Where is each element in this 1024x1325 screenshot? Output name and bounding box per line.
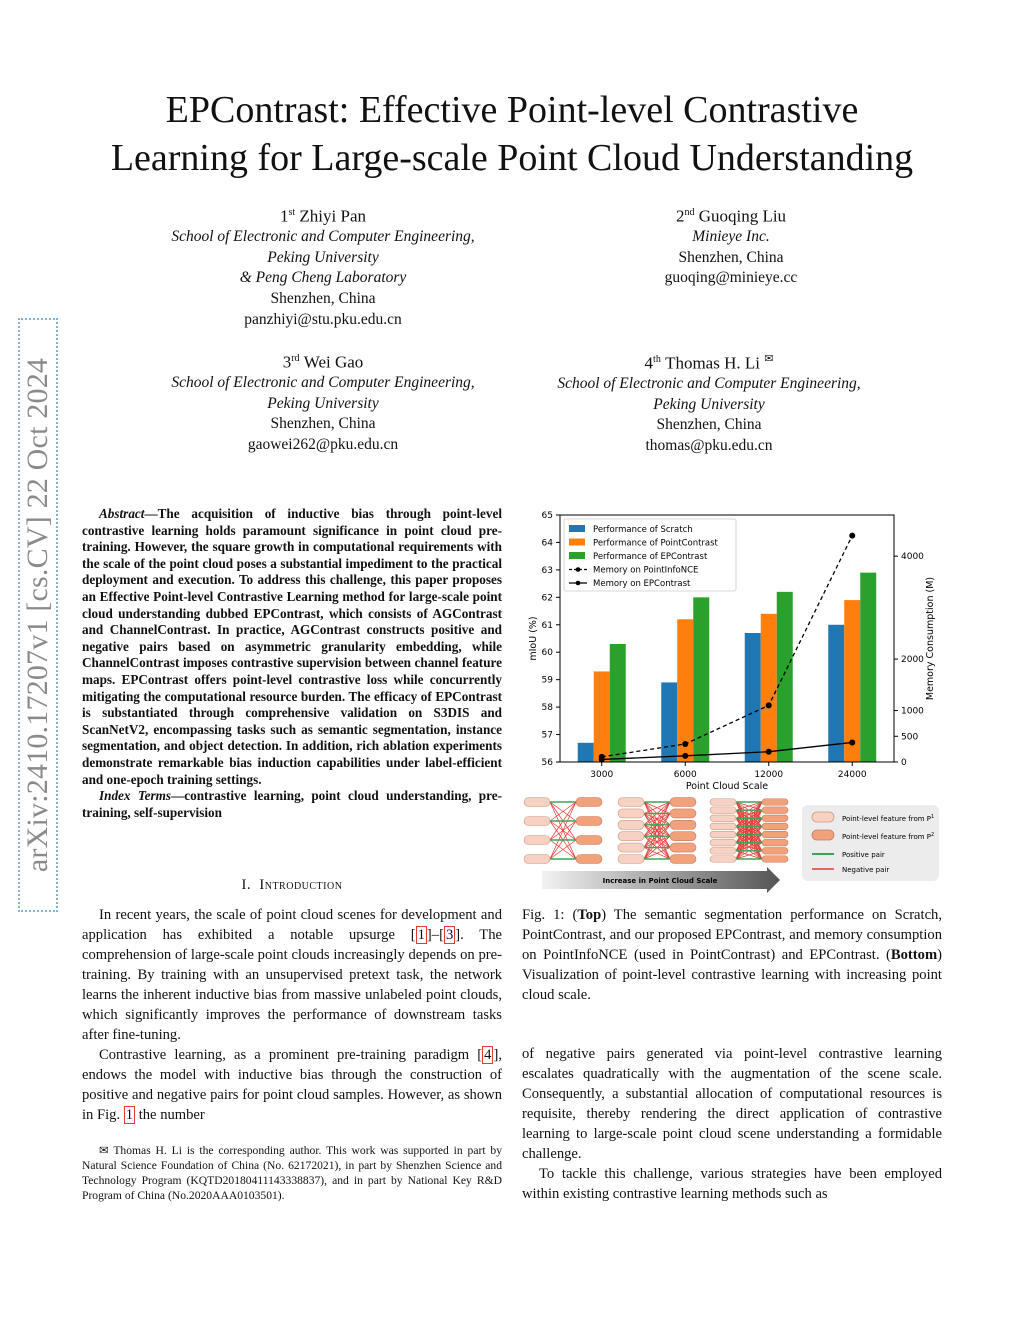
ytick-label: 58 [541,703,553,714]
abstract-label: Abstract [99,506,145,521]
contrastive-diagram [524,798,788,864]
author-4-ordinal: 4 [644,353,654,373]
author-block-2 [520,203,942,289]
author-2-city: Shenzhen, China [678,248,784,266]
figure-1-diagram [522,797,942,893]
xtick-label: 24000 [837,770,867,780]
feature-p1-node [524,798,550,807]
bar-3-3 [777,592,793,762]
author-3-city: Shenzhen, China [270,415,376,433]
right-paragraph-2: To tackle this challenge, various strategies have been employed within existing contrastive learning methods such as [522,1166,942,1202]
feature-p1-node [710,823,736,830]
legend-marker-line-2 [576,581,581,586]
intro-p2-b: , endows the model with inductive bias through the construction of positive and negative pairs for point cloud samples. However, as shown in Fig. [82,1047,502,1123]
ytick-label: 59 [541,675,553,686]
bar-2-2 [677,619,693,762]
ytick-label: 60 [541,648,553,659]
feature-p2-node [670,832,696,841]
author-3-email[interactable]: gaowei262@pku.edu.cn [247,436,399,454]
feature-p2-node [762,807,788,814]
intro-p2-a: Contrastive learning, as a prominent pre-training paradigm [99,1047,478,1063]
envelope-icon: ✉ [764,353,774,365]
line-point-2-2 [682,753,688,759]
ytick-label: 64 [541,538,553,549]
author-1-ordinal: 1 [279,206,289,226]
author-1-city: Shenzhen, China [270,290,376,308]
author-2-sup: nd [684,207,695,218]
intro-p1-a: In recent years, the scale of point cloud scenes for development and application has exhibited a notable upsurge [82,907,502,943]
y2tick-label: 1000 [901,706,924,717]
legend-label-line-2: Memory on EPContrast [593,579,691,589]
legend-marker-line-1 [576,567,581,572]
author-block-3 [112,349,534,456]
legend-label-p1: Point-level feature from $P^1$ [842,814,935,823]
feature-p1-node [710,807,736,814]
feature-p2-node [576,817,602,826]
author-1-sup: st [288,207,296,218]
chart-plot [528,511,936,792]
citation-link[interactable]: 1 [417,927,425,943]
author-4-affil-2: Peking University [653,395,765,413]
caption-text-a: ) The semantic segmentation performance on Scratch, PointContrast, and our proposed EPContrast, and memory consumption on PointInfoNCE (used in PointContrast) and EPContrast. ( [522,907,943,963]
author-2-name: Guoqing Liu [698,206,787,226]
legend-label-negative: Negative pair [842,866,890,874]
feature-p2-node [670,798,696,807]
feature-p2-node [576,798,602,807]
author-3-sup: rd [291,353,300,364]
author-2-affil: Minieye Inc. [692,228,770,246]
bar-2-4 [844,600,860,762]
feature-p2-node [762,823,788,830]
feature-p2-node [762,831,788,838]
ytick-label: 63 [541,565,553,576]
citation-dash: – [431,927,440,943]
title-line-1: EPContrast: Effective Point-level Contrastive [165,89,859,131]
feature-p1-node [524,817,550,826]
figure-1-chart [522,505,942,795]
intro-p1-b: . The comprehension of large-scale point clouds increasingly depends on pre-training. By training with an unsupervised pretext task, the network learns the inherent inductive bias from massive unlabeled point clouds, which significantly improves the performance of downstream tasks after fine-tuning. [82,927,502,1043]
ytick-label: 62 [541,593,553,604]
feature-p2-node [670,809,696,818]
legend-label-p2: Point-level feature from $P^2$ [842,832,935,841]
author-block-4 [498,349,920,457]
author-block-1 [112,203,534,330]
paper-title [40,86,984,182]
feature-p1-node [710,856,736,863]
caption-top: Top [577,907,602,923]
feature-p1-node [524,836,550,845]
feature-p1-node [710,831,736,838]
ytick-label: 56 [541,758,553,768]
y2-axis-label: Memory Consumption (M) [925,576,936,701]
caption-text-b: ) Visualization of point-level contrastive learning with increasing point cloud scale. [522,947,942,1003]
feature-p1-node [618,820,644,829]
footnote-text: Thomas H. Li is the corresponding author. This work was supported in part by Natural Science Foundation of China (No. 62172021), in part by Shenzhen Science and Technology Program (KQTD20180411143338837), and in part by National Key R&D Program of China (No.2020AAA0103501). [82,1144,502,1202]
feature-p2-node [762,848,788,855]
author-2-ordinal: 2 [675,206,685,226]
xtick-label: 3000 [590,770,614,780]
author-4-city: Shenzhen, China [656,416,762,434]
y2tick-label: 500 [901,732,919,743]
intro-paragraph-2: Contrastive learning, as a prominent pre-training paradigm [ 4 ], endows the model with inductive bias through the construction of positive and negative pairs for point cloud samples. However, as shown in Fig. 1 the number [82,1047,502,1123]
author-1-name: Zhiyi Pan [299,206,366,226]
legend-swatch-p2 [812,830,834,840]
line-point-1-3 [766,702,772,708]
author-3-affil-2: Peking University [267,394,379,412]
xtick-label: 12000 [754,770,784,780]
author-1-affil: School of Electronic and Computer Engineering, [171,228,475,246]
bar-3-1 [610,644,626,762]
bar-2-1 [594,671,610,762]
line-point-2-4 [849,739,855,745]
legend-label-positive: Positive pair [842,851,885,859]
feature-p2-node [670,820,696,829]
author-1-email[interactable]: panzhiyi@stu.pku.edu.cn [244,310,402,328]
author-1-affil-3: & Peng Cheng Laboratory [239,269,407,287]
author-4-email[interactable]: thomas@pku.edu.cn [645,437,773,455]
section-title: Introduction [259,877,343,893]
author-3-ordinal: 3 [282,352,292,372]
feature-p1-node [618,832,644,841]
feature-p1-node [618,798,644,807]
legend-label-series-1: Performance of Scratch [593,525,693,535]
legend-swatch-series-2 [569,539,585,546]
author-1-affil-2: Peking University [267,248,379,266]
feature-p1-node [618,843,644,852]
y2tick-label: 4000 [901,552,924,563]
caption-bottom: Bottom [890,947,938,963]
index-terms-text: —contrastive learning, point cloud understanding, pre-training, self-supervision [82,788,502,820]
figure-caption [522,905,942,1005]
citation-link[interactable]: 3 [445,927,454,943]
x-axis-label: Point Cloud Scale [685,781,769,792]
author-4-sup: th [653,354,661,365]
feature-p2-node [670,843,696,852]
feature-p2-node [762,839,788,846]
intro-p2-c: the number [135,1107,205,1123]
legend-swatch-series-3 [569,552,585,559]
author-2-email[interactable]: guoqing@minieye.cc [664,269,798,287]
envelope-icon: ✉ [99,1144,109,1157]
title-line-2: Learning for Large-scale Point Cloud Understanding [110,137,914,179]
feature-p1-node [710,848,736,855]
bar-1-3 [745,633,761,762]
figure-link[interactable]: 1 [125,1107,134,1123]
feature-p1-node [618,855,644,864]
author-4-name: Thomas H. Li [665,353,760,373]
ytick-label: 65 [541,511,553,521]
bar-1-1 [578,743,594,762]
author-4-affil: School of Electronic and Computer Engineering, [557,375,861,393]
citation-link[interactable]: 4 [484,1047,492,1063]
feature-p2-node [762,799,788,806]
feature-p1-node [618,809,644,818]
author-3-affil: School of Electronic and Computer Engineering, [171,374,475,392]
feature-p2-node [576,836,602,845]
y2tick-label: 2000 [901,655,924,666]
abstract [82,506,502,821]
feature-p1-node [524,855,550,864]
feature-p2-node [762,856,788,863]
y2tick-label: 0 [901,758,907,768]
intro-body [82,905,502,1125]
footnote [82,1143,502,1203]
section-heading [82,877,502,894]
scale-arrow-label: Increase in Point Cloud Scale [602,877,718,885]
y-axis-label: mIoU (%) [528,616,539,661]
feature-p1-node [710,799,736,806]
feature-p1-node [710,839,736,846]
line-point-1-2 [682,741,688,747]
feature-p2-node [576,855,602,864]
abstract-text: —The acquisition of inductive bias through point-level contrastive learning holds paramount significance in point cloud pre-training. However, the square growth in computational requirements with the scale of the point cloud poses a substantial impediment to the practical deployment and execution. To address this challenge, this paper proposes an Effective Point-level Contrastive Learning method for large-scale point cloud understanding dubbed EPContrast, which consists of AGContrast and ChannelContrast. In practice, AGContrast constructs positive and negative pairs based on asymmetric granularity embedding, while ChannelContrast imposes contrastive supervision between channel feature maps. EPContrast offers point-level contrastive loss while concurrently mitigating the computational resource burden. The efficacy of EPContrast is substantiated through comprehensive validation on S3DIS and ScanNetV2, encompassing tasks such as semantic segmentation, instance segmentation, and object detection. In addition, rich ablation experiments demonstrate remarkable bias induction capabilities under label-efficient and one-epoch training settings. [82,506,502,787]
line-point-1-4 [849,533,855,539]
legend-label-series-3: Performance of EPContrast [593,552,708,562]
bar-2-3 [761,614,777,762]
intro-paragraph-1: In recent years, the scale of point cloud scenes for development and application has exhibited a notable upsurge [ 1 ]–[ 3 ]. The comprehension of large-scale point clouds increasingly depends on pre-training. By training with an unsupervised pretext task, the network learns the inherent inductive bias from massive unlabeled point clouds, which significantly improves the performance of downstream tasks after fine-tuning. [82,907,502,1043]
feature-p2-node [670,855,696,864]
legend-swatch-p1 [812,812,834,822]
legend-label-series-2: Performance of PointContrast [593,538,718,549]
bar-3-4 [860,573,876,762]
section-number: I. [241,877,252,893]
bar-1-2 [661,682,677,762]
ytick-label: 61 [541,620,553,631]
feature-p2-node [762,815,788,822]
arxiv-stamp[interactable]: arXiv:2410.17207v1 [cs.CV] 22 Oct 2024 [21,357,54,873]
legend-swatch-series-1 [569,525,585,532]
feature-p1-node [710,815,736,822]
author-3-name: Wei Gao [303,352,364,372]
index-terms-label: Index Terms [99,788,172,804]
ytick-label: 57 [541,730,553,741]
right-body [522,1044,942,1204]
line-point-2-3 [766,749,772,755]
right-paragraph-1: of negative pairs generated via point-level contrastive learning escalates quadratically with the augmentation of the scene scale. Consequently, a substantial allocation of computational resources is requisite, thereby rendering the direct application of contrastive learning to large-scale point cloud scene understanding a formidable challenge. [522,1046,942,1162]
bar-1-4 [828,625,844,762]
legend-label-line-1: Memory on PointInfoNCE [593,565,699,576]
xtick-label: 6000 [673,770,697,780]
caption-label: Fig. 1: ( [522,907,578,923]
